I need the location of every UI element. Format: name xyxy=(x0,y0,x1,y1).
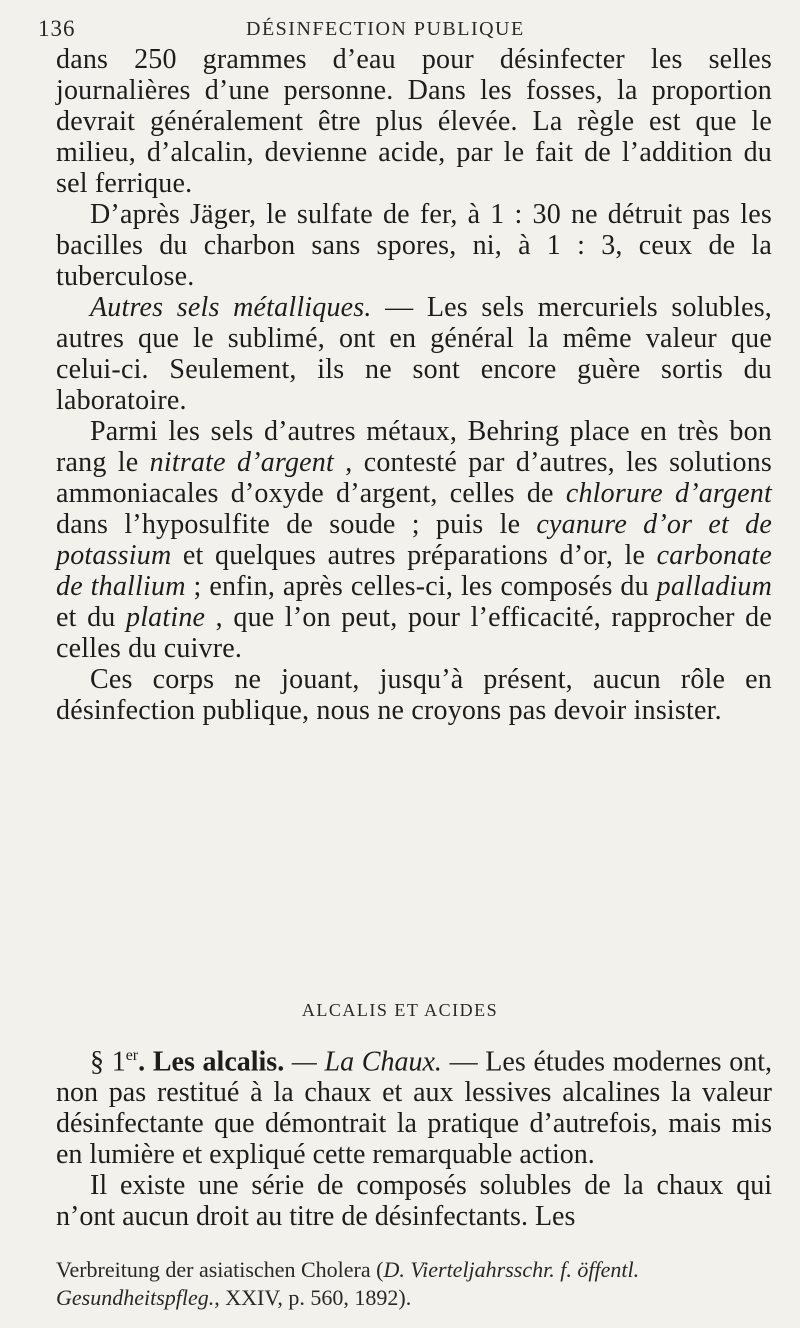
paragraph-3-italic-lead: Autres sels métalliques. xyxy=(90,292,372,323)
paragraph-3 xyxy=(56,292,772,416)
paragraph-1 xyxy=(56,44,772,199)
paragraph-5 xyxy=(56,664,772,726)
page-header xyxy=(0,6,800,46)
paragraph-4-text-g: , que l’on peut, pour l’efficacité, rapprocher de celles du cuivre. xyxy=(56,602,772,664)
paragraph-4-italic-b: chlorure d’argent xyxy=(565,478,772,509)
section-title: ALCALIS ET ACIDES xyxy=(301,1000,499,1020)
paragraph-4-italic-a: nitrate d’argent xyxy=(149,447,334,478)
section-paragraph-1 xyxy=(56,1040,772,1170)
section-paragraph-1-text: — Les études modernes ont, non pas restitué à la chaux et aux lessives alcalines la valeur désinfectante que démontrait la pratique d’autrefois, mais mis en lumière et expliqué cette remarquable action. xyxy=(56,1046,773,1171)
paragraph-4-text-b: , contesté par d’autres, les solutions ammoniacales d’oxyde d’argent, celles de xyxy=(56,447,773,509)
paragraph-5-text: Ces corps ne jouant, jusqu’à présent, aucun rôle en désinfection publique, nous ne croyons pas devoir insister. xyxy=(56,664,772,726)
paragraph-3-text: — Les sels mercuriels solubles, autres que le sublimé, ont en général la même valeur que celui-ci. Seulement, ils ne sont encore guère sortis du laboratoire. xyxy=(56,292,772,416)
paragraph-4-italic-d: carbonate de thallium xyxy=(56,540,772,602)
paragraph-4-italic-e: palladium xyxy=(656,571,773,602)
paragraph-1-text: dans 250 grammes d’eau pour désinfecter les selles journalières d’une personne. Dans les fosses, la proportion devrait généralement être plus élevée. La règle est que le milieu, d’alcalin, devienne acide, par le fait de l’addition du sel ferrique. xyxy=(56,44,772,199)
footnote-prefix: Verbreitung der asiatischen Cholera ( xyxy=(56,1257,384,1282)
paragraph-4-italic-c: cyanure d’or et de potassium xyxy=(56,509,772,571)
running-head: DÉSINFECTION PUBLIQUE xyxy=(246,18,525,40)
section-marker-superscript: er xyxy=(125,1047,139,1064)
footnote-suffix: , XXIV, p. 560, 1892). xyxy=(214,1285,412,1310)
paragraph-4-text-f: et du xyxy=(56,602,126,633)
page-number: 136 xyxy=(38,16,76,41)
footnote xyxy=(56,1256,772,1312)
section-bold-lead: . Les alcalis. xyxy=(138,1046,285,1078)
section-paragraph-2 xyxy=(56,1170,772,1232)
section-body xyxy=(56,1040,772,1232)
section-italic-lead: — La Chaux. xyxy=(284,1046,442,1078)
footnote-journal: D. Vierteljahrsschr. f. öffentl. Gesundheitspfleg. xyxy=(56,1257,640,1310)
paragraph-2-text: D’après Jäger, le sulfate de fer, à 1 : 30 ne détruit pas les bacilles du charbon sans spores, ni, à 1 : 3, ceux de la tuberculose. xyxy=(56,199,772,292)
paragraph-2 xyxy=(56,199,772,292)
main-text xyxy=(56,44,772,726)
section-paragraph-2-text: Il existe une série de composés solubles de la chaux qui n’ont aucun droit au titre de désinfectants. Les xyxy=(56,1170,772,1233)
paragraph-4-text-d: et quelques autres préparations d’or, le xyxy=(182,540,657,571)
section-marker: § 1 xyxy=(90,1046,126,1078)
paragraph-4 xyxy=(56,416,772,664)
paragraph-4-text-c: dans l’hyposulfite de soude ; puis le xyxy=(56,509,537,540)
paragraph-4-text-e: ; enfin, après celles-ci, les composés du xyxy=(193,571,657,602)
paragraph-4-italic-f: platine xyxy=(126,602,206,633)
paragraph-4-text-a: Parmi les sels d’autres métaux, Behring place en très bon rang le xyxy=(56,416,772,478)
